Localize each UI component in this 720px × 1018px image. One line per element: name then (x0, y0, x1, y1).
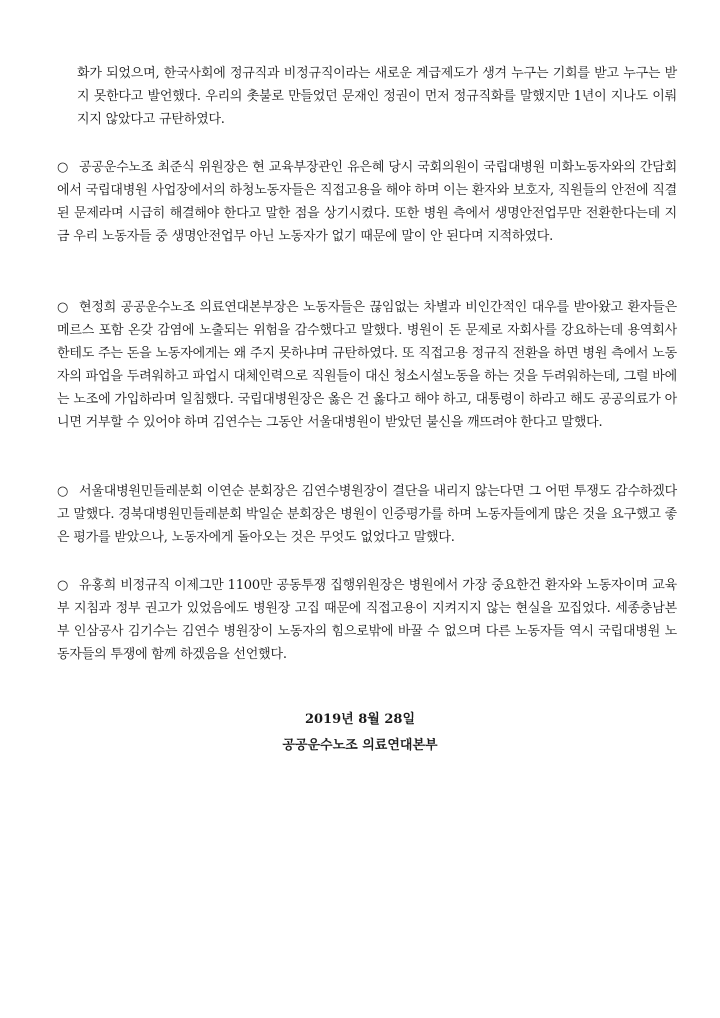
circle-bullet-icon: ○ (57, 300, 69, 315)
document-date: 2019년 8월 28일 (304, 712, 416, 727)
paragraph-item (57, 156, 677, 248)
paragraph-text: 서울대병원민들레분회 이연순 분회장은 김연수병원장이 결단을 내리지 않는다면 그 어떤 투쟁도 감수하겠다고 말했다. 경북대병원민들레분회 박일순 분회장은 병원이 인증평가를 하며 노동자들에게 많은 것을 요구했고 좋은 평가를 받았으나, 노동자에게 돌아오는 것은 무엇도 없었다고 말했다. (57, 484, 677, 545)
circle-bullet-icon: ○ (57, 484, 69, 499)
circle-bullet-icon: ○ (57, 578, 69, 593)
paragraph-text: 유홍희 비정규직 이제그만 1100만 공동투쟁 집행위원장은 병원에서 가장 중요한건 환자와 노동자이며 교육부 지침과 정부 권고가 있었음에도 병원장 고집 때문에 직접고용이 지켜지지 않는 현실을 꼬집었다. 세종충남본부 인삼공사 김기수는 김연수 병원장이 노동자의 힘으로밖에 바꿀 수 없으며 다른 노동자들 역시 국립대병원 노동자들의 투쟁에 함께 하겠음을 선언했다. (57, 578, 677, 662)
document-organization: 공공운수노조 의료연대본부 (282, 738, 438, 753)
paragraph-text: 공공운수노조 최준식 위원장은 현 교육부장관인 유은혜 당시 국회의원이 국립대병원 미화노동자와의 간담회에서 국립대병원 사업장에서의 하청노동자들은 직접고용을 해야 하며 이는 환자와 보호자, 직원들의 안전에 직결된 문제라며 시급히 해결해야 한다고 말한 점을 상기시켰다. 또한 병원 측에서 생명안전업무만 전환한다는데 지금 우리 노동자들 중 생명안전업무 아닌 노동자가 없기 때문에 말이 안 된다며 지적하였다. (57, 160, 677, 244)
circle-bullet-icon: ○ (57, 160, 69, 175)
paragraph-text: 화가 되었으며, 한국사회에 정규직과 비정규직이라는 새로운 계급제도가 생겨 누구는 기회를 받고 누구는 받지 못한다고 발언했다. 우리의 촛불로 만들었던 문재인 정권이 먼저 정규직화를 말했지만 1년이 지나도 이뤄지지 않았다고 규탄하였다. (77, 66, 677, 127)
paragraph-item (57, 296, 677, 434)
paragraph-text: 현정희 공공운수노조 의료연대본부장은 노동자들은 끊임없는 차별과 비인간적인 대우를 받아왔고 환자들은 메르스 포함 온갖 감염에 노출되는 위험을 감수했다고 말했다. 병원이 돈 문제로 자회사를 강요하는데 용역회사한테도 주는 돈을 노동자에게는 왜 주지 못하냐며 규탄하였다. 또 직접고용 정규직 전환을 하면 병원 측에서 노동자의 파업을 두려워하고 파업시 대체인력으로 직원들이 대신 청소시설노동을 하는 것을 두려워하는데, 그럴 바에는 노조에 가입하라며 일침했다. 국립대병원장은 옳은 건 옳다고 해야 하고, 대통령이 하라고 해도 공공의료가 아니면 거부할 수 있어야 하며 김연수는 그동안 서울대병원이 받았던 불신을 깨뜨려야 한다고 말했다. (57, 300, 677, 430)
paragraph-continuation (77, 62, 677, 131)
paragraph-item (57, 574, 677, 666)
paragraph-item (57, 480, 677, 549)
